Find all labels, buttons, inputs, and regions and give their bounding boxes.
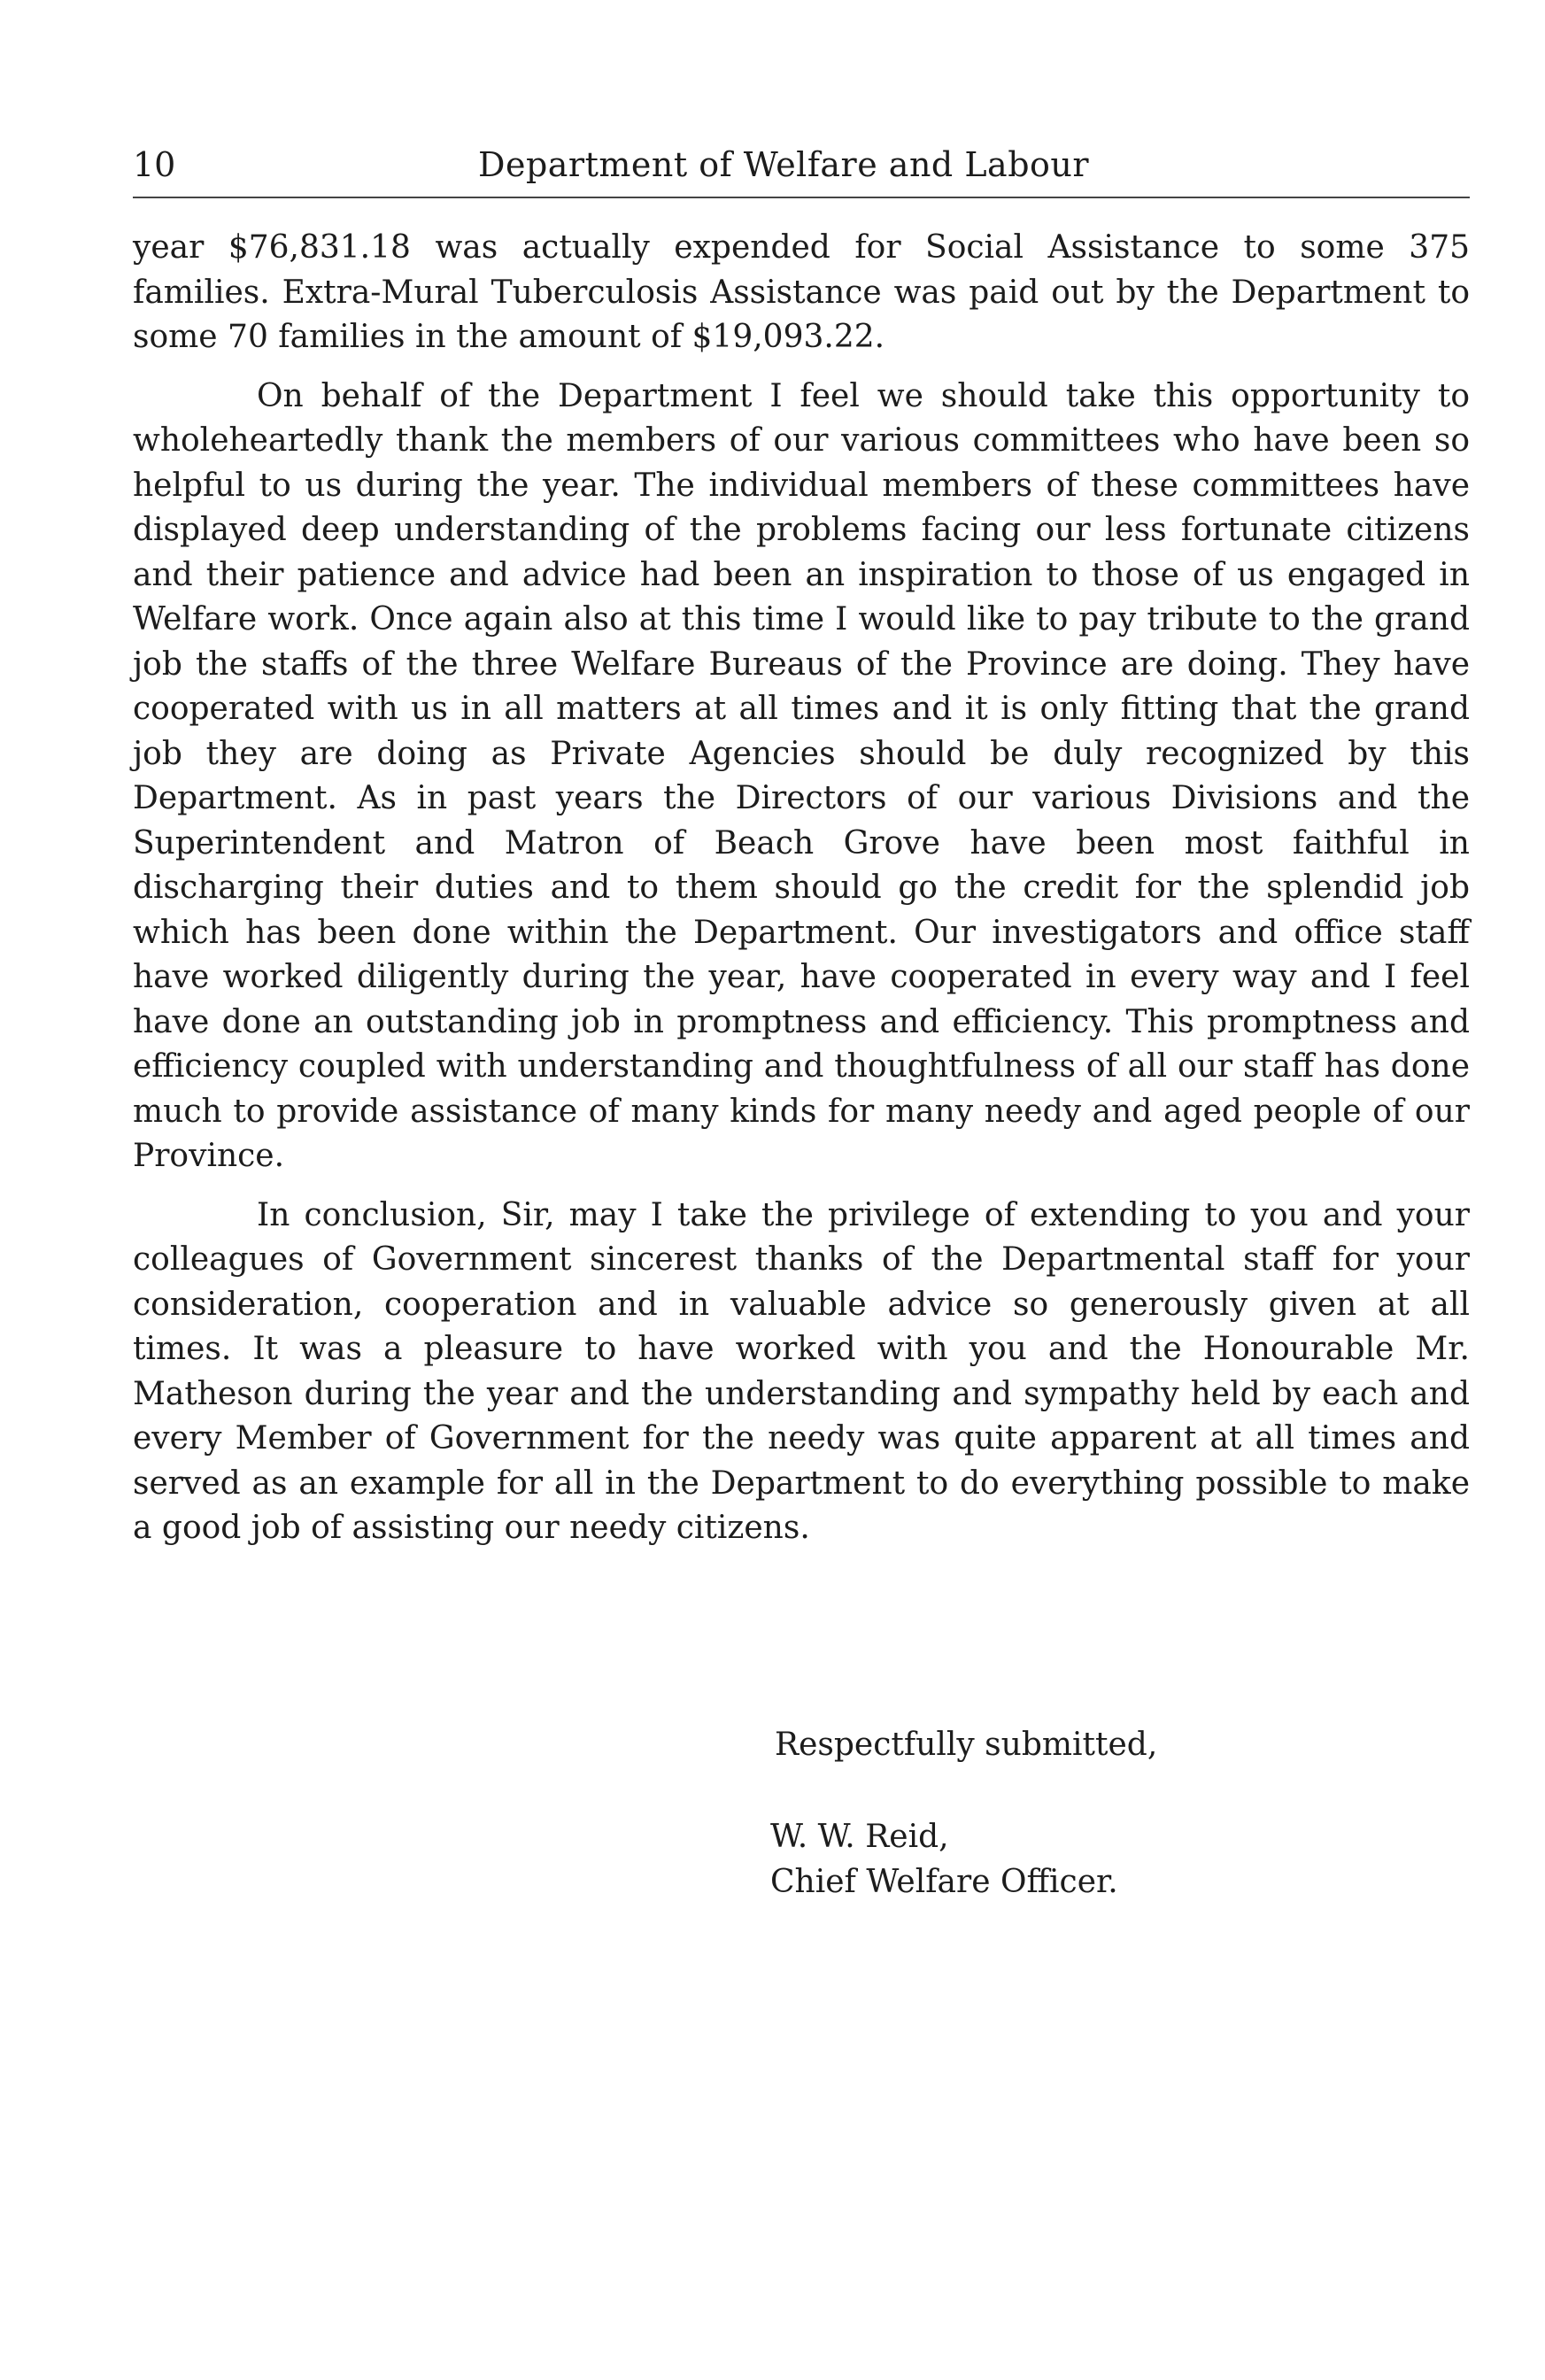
- signature-block: [770, 1815, 1118, 1905]
- paragraph-2: On behalf of the Department I feel we should take this opportunity to wholeheartedly thank the members of our various committees who have been so helpful to us during the year. The individual members of these committees have displayed deep understanding of the problems facing our less fortunate citizens and their patience and advice had been an inspiration to those of us engaged in Welfare work. Once again also at this time I would like to pay tribute to the grand job the staffs of the three Welfare Bureaus of the Province are doing. They have cooperated with us in all matters at all times and it is only fitting that the grand job they are doing as Private Agencies should be duly recognized by this Department. As in past years the Directors of our various Divisions and the Superintendent and Matron of Beach Grove have been most faithful in discharging their duties and to them should go the credit for the splendid job which has been done within the Department. Our investigators and office staff have worked diligently during the year, have cooperated in every way and I feel have done an outstanding job in promptness and efficiency. This promptness and efficiency coupled with understanding and thoughtfulness of all our staff has done much to provide assistance of many kinds for many needy and aged people of our Province.: [133, 377, 1470, 1174]
- signatory-name: W. W. Reid,: [770, 1819, 949, 1855]
- running-head-title: Department of Welfare and Labour: [478, 145, 1090, 184]
- body-text: [133, 226, 1470, 1551]
- signatory-position: Chief Welfare Officer.: [770, 1863, 1118, 1900]
- closing-salutation: Respectfully submitted,: [775, 1727, 1158, 1763]
- paragraph-1: year $76,831.18 was actually expended for Social Assistance to some 375 families. Extra-Mural Tuberculosis Assistance was paid out by the Department to some 70 families in the amount of $19,093.22.: [133, 229, 1470, 355]
- running-head: [133, 140, 1470, 189]
- header-rule: [133, 197, 1470, 198]
- paragraph-3: In conclusion, Sir, may I take the privilege of extending to you and your colleagues of Government sincerest thanks of the Departmental staff for your consideration, cooperation and in valuable advice so generously given at all times. It was a pleasure to have worked with you and the Honourable Mr. Matheson during the year and the understanding and sympathy held by each and every Member of Government for the needy was quite apparent at all times and served as an example for all in the Department to do everything possible to make a good job of assisting our needy citizens.: [133, 1196, 1470, 1546]
- page-number: 10: [133, 145, 176, 184]
